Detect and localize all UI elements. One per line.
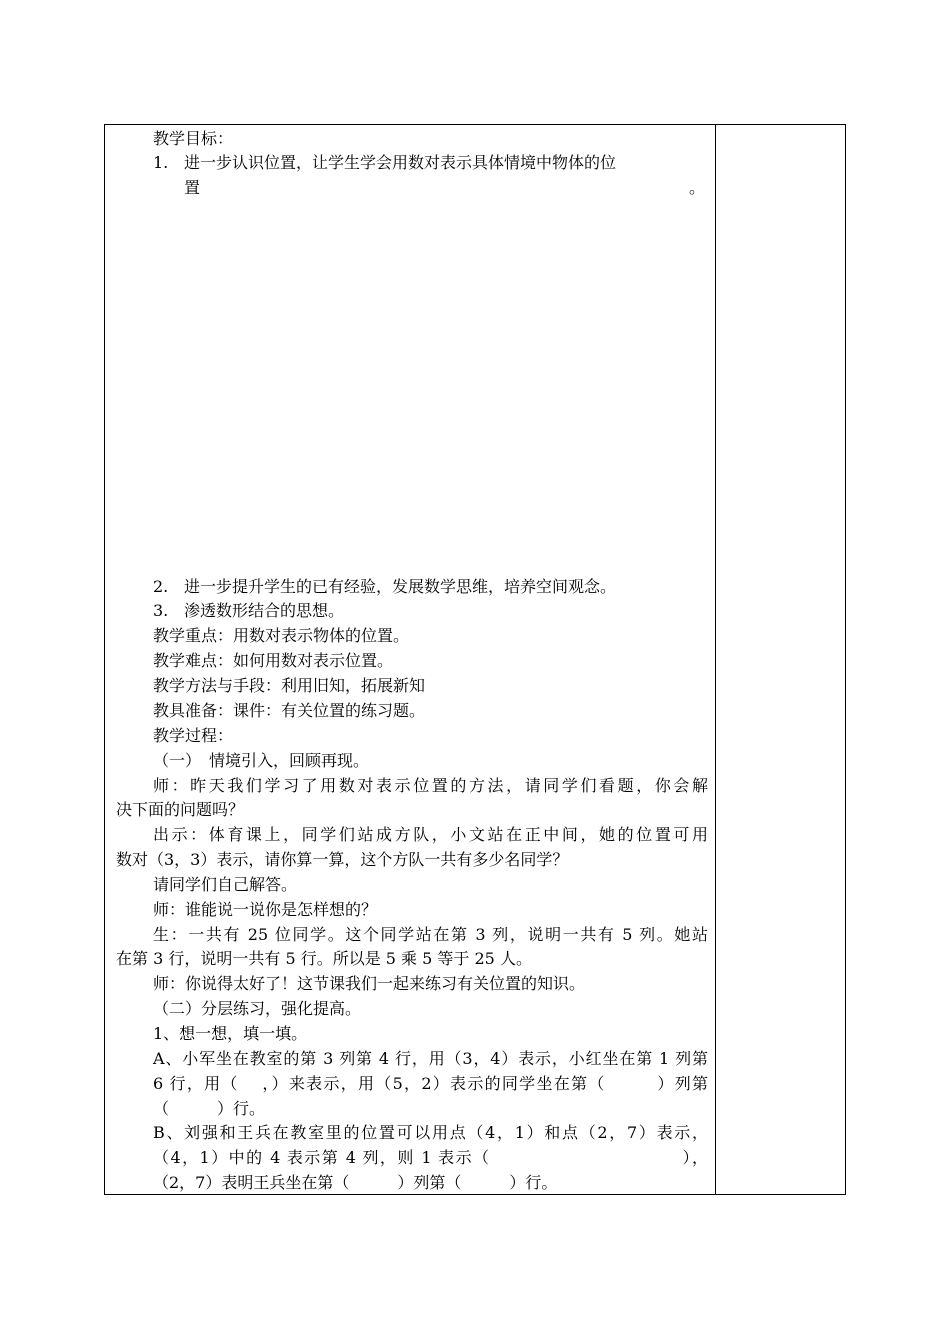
teacher-line-2: 师：谁能说一说你是怎样想的？ bbox=[153, 900, 378, 919]
exercise-a-line-1: A、小军坐在教室的第 3 列第 4 行，用（3，4）表示，小红坐在第 1 列第 bbox=[153, 1049, 708, 1068]
exercise-a-line-2: 6 行，用（ ，）来表示，用（5，2）表示的同学坐在第（ ）列第 bbox=[153, 1074, 708, 1093]
key-point: 教学重点：用数对表示物体的位置。 bbox=[153, 626, 410, 645]
exercise-b-line-1: B、刘强和王兵在教室里的位置可以用点（4，1）和点（2，7）表示， bbox=[153, 1123, 708, 1142]
exercise-b-line-3: （2，7）表明王兵坐在第（ ）列第（ ）行。 bbox=[153, 1173, 558, 1192]
section-1-heading: （一） 情境引入，回顾再现。 bbox=[153, 751, 370, 770]
exercise-b-line-2: （4，1）中的 4 表示第 4 列，则 1 表示（ ）， bbox=[153, 1148, 708, 1167]
show-line-b: 数对（3，3）表示，请你算一算，这个方队一共有多少名同学？ bbox=[116, 850, 569, 869]
goal1-period: 。 bbox=[689, 178, 706, 197]
teacher-line-1a: 师：昨天我们学习了用数对表示位置的方法，请同学们看题，你会解 bbox=[153, 776, 708, 795]
difficulty: 教学难点：如何用数对表示位置。 bbox=[153, 651, 394, 670]
goal2-text: 进一步提升学生的已有经验，发展数学思维，培养空间观念。 bbox=[184, 577, 617, 596]
goals-title: 教学目标： bbox=[153, 129, 234, 148]
goal3-number: 3. bbox=[153, 601, 169, 620]
student-line-a: 生：一共有 25 位同学。这个同学站在第 3 列，说明一共有 5 列。她站 bbox=[153, 925, 708, 944]
goal3-text: 渗透数形结合的思想。 bbox=[184, 601, 345, 620]
exercise-1-title: 1、想一想，填一填。 bbox=[153, 1024, 308, 1043]
section-2-heading: （二）分层练习，强化提高。 bbox=[153, 999, 362, 1018]
goal1-text: 进一步认识位置，让学生学会用数对表示具体情境中物体的位 bbox=[184, 153, 617, 172]
column-divider bbox=[715, 124, 716, 1195]
goal1-continuation: 置 bbox=[184, 178, 201, 197]
process-title: 教学过程： bbox=[153, 726, 234, 745]
show-line-a: 出示：体育课上，同学们站成方队，小文站在正中间，她的位置可用 bbox=[153, 825, 708, 844]
goal1-number: 1. bbox=[153, 153, 169, 172]
teacher-line-1b: 决下面的问题吗？ bbox=[116, 800, 245, 819]
student-line-b: 在第 3 行，说明一共有 5 行。所以是 5 乘 5 等于 25 人。 bbox=[116, 949, 532, 968]
teaching-method: 教学方法与手段：利用旧知，拓展新知 bbox=[153, 676, 426, 695]
goal2-number: 2. bbox=[153, 577, 169, 596]
exercise-a-line-3: （ ）行。 bbox=[153, 1099, 266, 1118]
teaching-tools: 教具准备：课件：有关位置的练习题。 bbox=[153, 701, 426, 720]
teacher-line-3: 师：你说得太好了！这节课我们一起来练习有关位置的知识。 bbox=[153, 974, 586, 993]
ask-students: 请同学们自己解答。 bbox=[153, 875, 298, 894]
